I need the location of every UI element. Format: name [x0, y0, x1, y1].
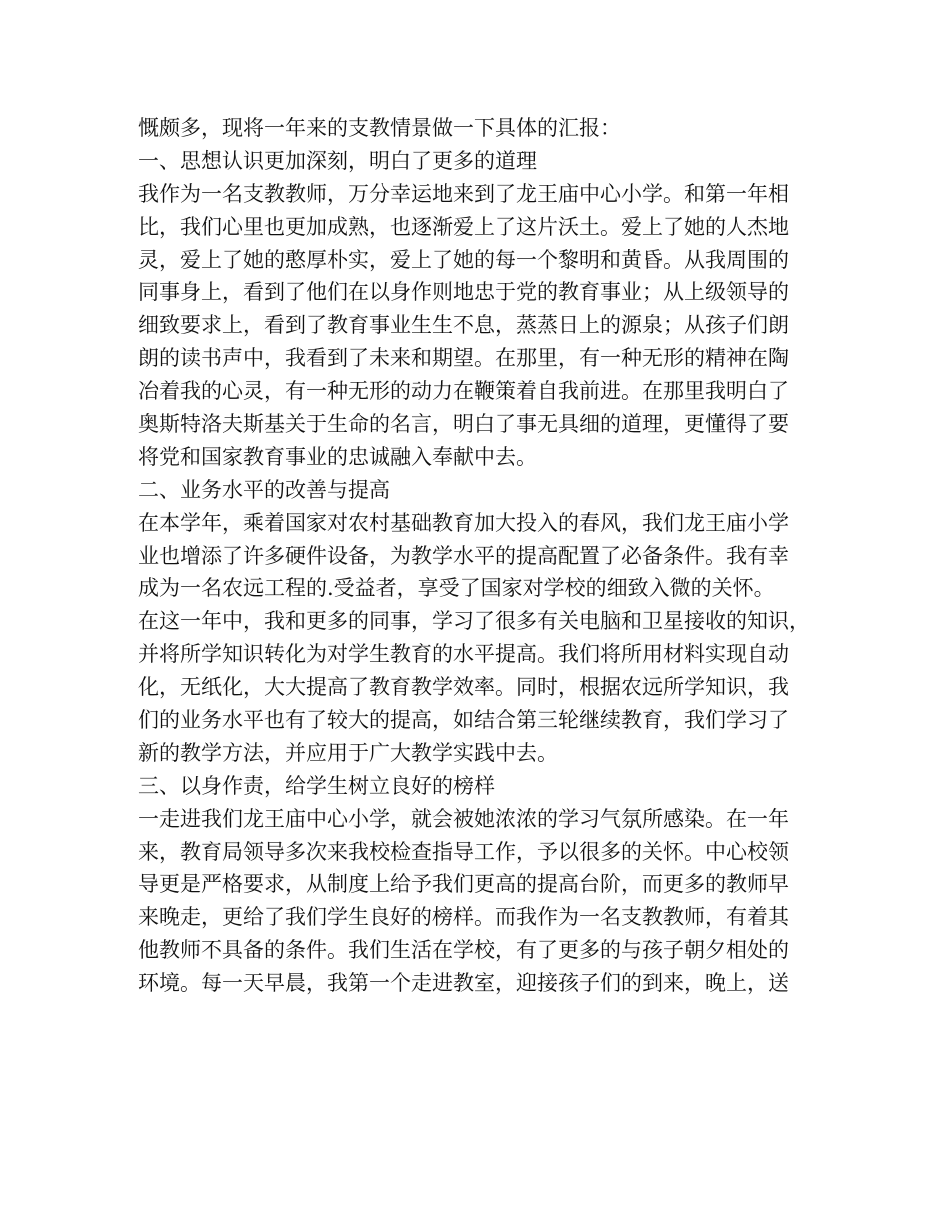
text-line: 灵，爱上了她的憨厚朴实，爱上了她的每一个黎明和黄昏。从我周围的	[138, 247, 789, 272]
text-line: 并将所学知识转化为对学生教育的水平提高。我们将所用材料实现自动	[138, 642, 789, 667]
section-heading-2: 二、业务水平的改善与提高	[138, 477, 390, 502]
section-heading-1: 一、思想认识更加深刻，明白了更多的道理	[138, 148, 537, 173]
text-line: 一走进我们龙王庙中心小学，就会被她浓浓的学习气氛所感染。在一年	[138, 806, 789, 831]
text-line: 我作为一名支教教师，万分幸运地来到了龙王庙中心小学。和第一年相	[138, 181, 789, 206]
text-line: 成为一名农远工程的.受益者，享受了国家对学校的细致入微的关怀。	[138, 576, 775, 601]
text-line: 比，我们心里也更加成熟，也逐渐爱上了这片沃土。爱上了她的人杰地	[138, 214, 789, 239]
text-line: 在本学年，乘着国家对农村基础教育加大投入的春风，我们龙王庙小学	[138, 510, 789, 535]
text-line: 朗的读书声中，我看到了未来和期望。在那里，有一种无形的精神在陶	[138, 346, 789, 371]
text-line: 来晚走，更给了我们学生良好的榜样。而我作为一名支教教师，有着其	[138, 905, 789, 930]
text-line: 细致要求上，看到了教育事业生生不息，蒸蒸日上的源泉；从孩子们朗	[138, 313, 789, 338]
text-line: 将党和国家教育事业的忠诚融入奉献中去。	[138, 444, 537, 469]
section-heading-3: 三、以身作责，给学生树立良好的榜样	[138, 773, 495, 798]
text-line: 在这一年中，我和更多的同事，学习了很多有关电脑和卫星接收的知识，	[138, 609, 810, 634]
text-line: 导更是严格要求，从制度上给予我们更高的提高台阶，而更多的教师早	[138, 872, 789, 897]
text-line: 化，无纸化，大大提高了教育教学效率。同时，根据农远所学知识，我	[138, 675, 789, 700]
text-line: 新的教学方法，并应用于广大教学实践中去。	[138, 740, 558, 765]
text-line: 们的业务水平也有了较大的提高，如结合第三轮继续教育，我们学习了	[138, 708, 789, 733]
text-line: 奥斯特洛夫斯基关于生命的名言，明白了事无具细的道理，更懂得了要	[138, 412, 789, 437]
text-line: 业也增添了许多硬件设备，为教学水平的提高配置了必备条件。我有幸	[138, 543, 789, 568]
text-line: 冶着我的心灵，有一种无形的动力在鞭策着自我前进。在那里我明白了	[138, 379, 789, 404]
text-line: 他教师不具备的条件。我们生活在学校，有了更多的与孩子朝夕相处的	[138, 938, 789, 963]
text-line: 同事身上，看到了他们在以身作则地忠于党的教育事业；从上级领导的	[138, 280, 789, 305]
text-line: 环境。每一天早晨，我第一个走进教室，迎接孩子们的到来，晚上，送	[138, 971, 789, 996]
document-body	[138, 112, 818, 1000]
text-line: 来，教育局领导多次来我校检查指导工作，予以很多的关怀。中心校领	[138, 839, 789, 864]
text-line: 慨颇多，现将一年来的支教情景做一下具体的汇报：	[138, 116, 621, 140]
